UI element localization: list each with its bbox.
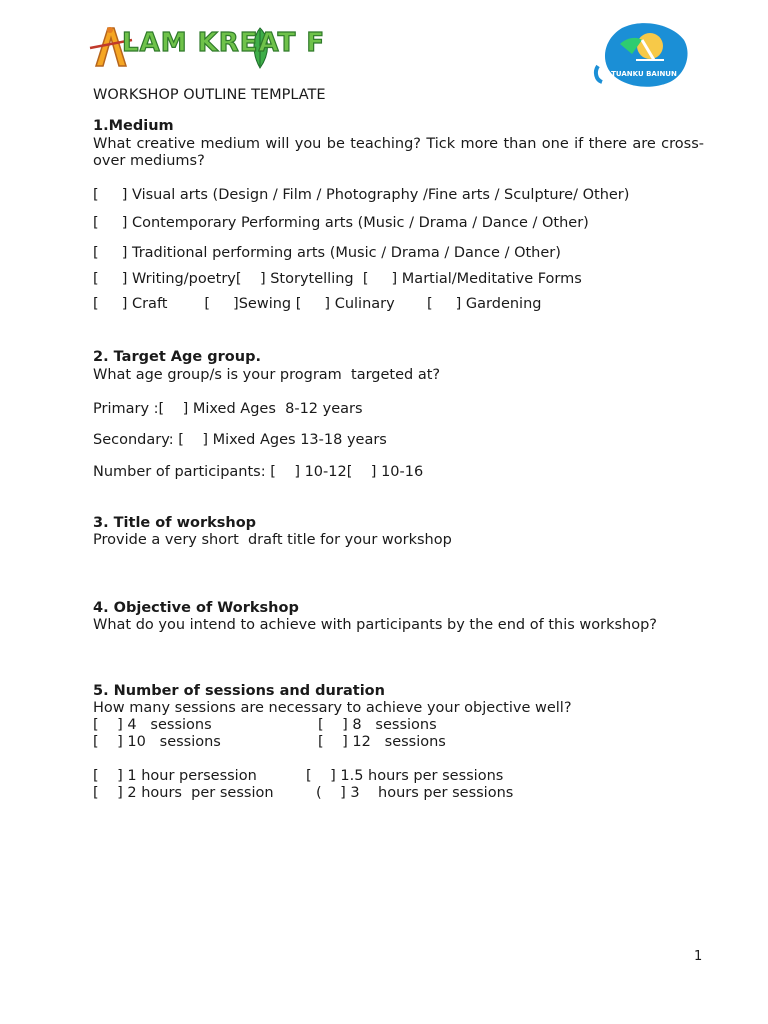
sessions-option-8[interactable]: [ ] 8 sessions bbox=[318, 717, 437, 733]
medium-option-visual-arts[interactable]: [ ] Visual arts (Design / Film / Photography /Fine arts / Sculpture/ Other) bbox=[93, 187, 630, 203]
duration-option-1-5-hours[interactable]: [ ] 1.5 hours per sessions bbox=[306, 768, 504, 784]
duration-option-1-hour[interactable]: [ ] 1 hour persession bbox=[93, 768, 257, 784]
age-heading: 2. Target Age group. bbox=[93, 349, 261, 365]
page-title: WORKSHOP OUTLINE TEMPLATE bbox=[93, 87, 326, 103]
age-question: What age group/s is your program targeted at? bbox=[93, 367, 441, 383]
logo-caption: TUANKU BAINUN bbox=[611, 70, 677, 78]
age-primary-option[interactable]: Primary :[ ] Mixed Ages 8-12 years bbox=[93, 401, 363, 417]
sessions-option-4[interactable]: [ ] 4 sessions bbox=[93, 717, 212, 733]
objective-heading: 4. Objective of Workshop bbox=[93, 600, 299, 616]
logo-wordmark: LAM KREAT F bbox=[122, 28, 326, 58]
medium-option-writing[interactable]: [ ] Writing/poetry[ ] Storytelling [ ] Martial/Meditative Forms bbox=[93, 271, 582, 287]
workshop-title-heading: 3. Title of workshop bbox=[93, 515, 257, 531]
participants-option[interactable]: Number of participants: [ ] 10-12[ ] 10-16 bbox=[93, 464, 424, 480]
medium-heading: 1.Medium bbox=[93, 118, 174, 134]
page-number: 1 bbox=[694, 949, 703, 964]
sessions-heading: 5. Number of sessions and duration bbox=[93, 683, 385, 699]
medium-question: What creative medium will you be teaching? Tick more than one if there are cross-over mediums? bbox=[93, 136, 704, 169]
duration-option-3-hours[interactable]: ( ] 3 hours per sessions bbox=[316, 785, 514, 801]
medium-option-contemporary[interactable]: [ ] Contemporary Performing arts (Music / Drama / Dance / Other) bbox=[93, 215, 589, 231]
medium-option-craft[interactable]: [ ] Craft [ ]Sewing [ ] Culinary [ ] Gardening bbox=[93, 296, 542, 312]
sessions-option-12[interactable]: [ ] 12 sessions bbox=[318, 734, 446, 750]
objective-prompt: What do you intend to achieve with participants by the end of this workshop? bbox=[93, 617, 657, 633]
duration-option-2-hours[interactable]: [ ] 2 hours per session bbox=[93, 785, 274, 801]
tuanku-bainun-logo bbox=[592, 20, 692, 92]
age-secondary-option[interactable]: Secondary: [ ] Mixed Ages 13-18 years bbox=[93, 432, 387, 448]
sessions-option-10[interactable]: [ ] 10 sessions bbox=[93, 734, 221, 750]
sessions-question: How many sessions are necessary to achieve your objective well? bbox=[93, 700, 572, 716]
workshop-title-prompt: Provide a very short draft title for your workshop bbox=[93, 532, 452, 548]
medium-option-traditional[interactable]: [ ] Traditional performing arts (Music / Drama / Dance / Other) bbox=[93, 245, 561, 261]
